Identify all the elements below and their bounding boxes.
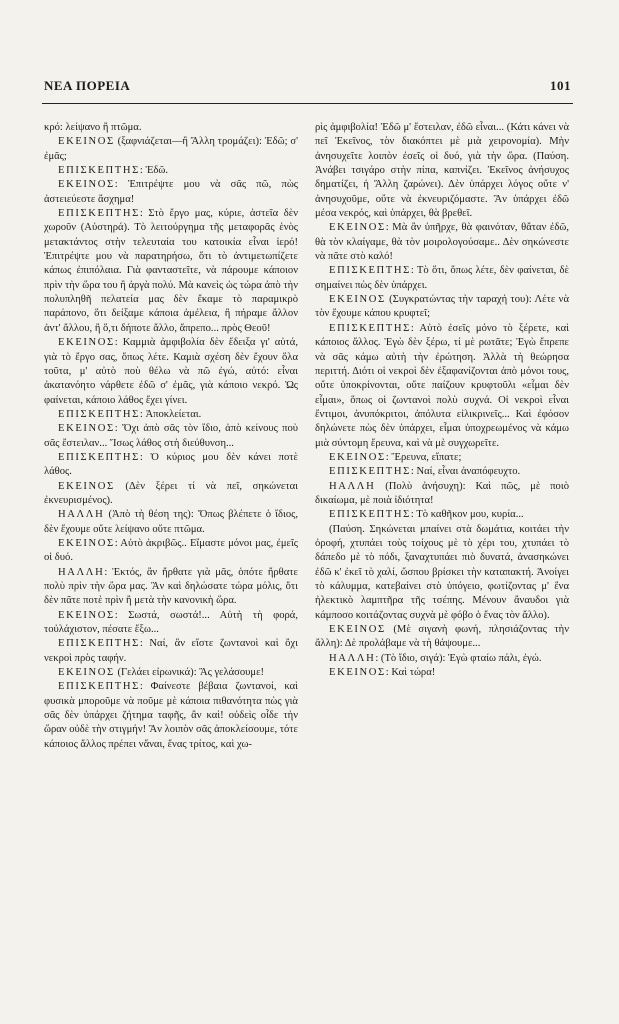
dialogue-text: (Γελάει εἰρωνικά): Ἂς γελάσουμε! (114, 667, 265, 679)
dialogue-paragraph (315, 652, 569, 666)
speaker-name: ΕΚΕΙΝΟΣ (58, 136, 115, 148)
speaker-name: ΕΚΕΙΝΟΣ (329, 624, 386, 636)
dialogue-paragraph (44, 178, 298, 207)
dialogue-paragraph (44, 408, 298, 422)
dialogue-paragraph (44, 609, 298, 638)
dialogue-text: (Δὲν ξέρει τί νὰ πεῖ, σηκώνεται ἐκνευρισμένος). (44, 480, 298, 506)
page-number: 101 (550, 78, 571, 93)
dialogue-paragraph (315, 121, 569, 221)
dialogue-paragraph (44, 566, 298, 609)
speaker-name: ΕΚΕΙΝΟΣ (329, 451, 386, 463)
dialogue-paragraph (315, 451, 569, 465)
dialogue-text: : Ναί, εἶναι ἀναπόφευχτο. (410, 466, 521, 478)
speaker-name: ΕΚΕΙΝΟΣ (58, 537, 115, 549)
speaker-name: ΕΚΕΙΝΟΣ (329, 294, 386, 306)
dialogue-text: : Αὐτὸ ἐσεῖς μόνο τὸ ξέρετε, καὶ κάποιος ἄλλος. Ἐγὼ δὲν ξέρω, τί μὲ ρωτᾶτε; Ἐγὼ ἔπρεπε νὰ σᾶς κάμω αὐτὴ τὴν ἐρώτηση. Ἀλλὰ τὴ θεώρησα περιττή. Διότι οἱ νεκροὶ δὲν ἐξαφανίζονται ἀπὸ μόνοι τους, οὔτε ὑποκρίνονται, οὔτε παίζουν κρυφτοῦλι «εἶμαι δὲν εἶμαι», ὅπως οἱ ζωντανοὶ πολὺ συχνά. Οἱ νεκροὶ εἶναι ἔντιμοι, ἀνυπόκριτοι, ἀπόλυτα εἰλικρινεῖς... Καὶ ἐφόσον δηλώνετε πὼς δὲν ὑπάρχει, εἶμαι ὑποχρεωμένος νὰ κάμω μιὰ σύντομη ἔρευνα, καὶ νὰ μὲ συγχωρεῖτε. (315, 322, 569, 449)
speaker-name: ΕΠΙΣΚΕΠΤΗΣ (58, 165, 140, 177)
dialogue-text: : Ἐδῶ. (139, 165, 169, 177)
dialogue-paragraph (315, 480, 569, 509)
dialogue-text: : Ναί, ἂν εἴστε ζωντανοὶ καὶ ὄχι νεκροὶ πρὸς ταφήν. (44, 638, 298, 664)
speaker-name: ΕΚΕΙΝΟΣ (58, 337, 115, 349)
left-column (44, 121, 298, 752)
speaker-name: ΗΑΛΛΗ (58, 566, 105, 578)
speaker-name: ΕΠΙΣΚΕΠΤΗΣ (58, 408, 140, 420)
page-header (44, 78, 571, 94)
dialogue-paragraph (44, 451, 298, 480)
dialogue-text: : Καμμιὰ ἀμφιβολία δὲν ἔδειξα γι' αὐτά, γιὰ τὸ ἔργο σας, ὅπως λέτε. Καμιὰ σχέση δὲν ἔχουν ὅλα τοῦτα, μ' αὐτὸ ποὺ θέλω νὰ πῶ ἐγώ, αὐτό: εἶναι ἀκατανόητο νάρθετε ἐδῶ σ' ἐμᾶς, γιὰ κάποιο νεκρό. Ὡς φαίνεται, κάποιο λάθος ἔχει γίνει. (44, 337, 298, 406)
dialogue-text: : Φαίνεστε βέβαια ζωντανοί, καὶ φυσικὰ μποροῦμε νὰ ποῦμε μὲ κάποια πιθανότητα πὼς γιὰ σᾶς δὲν ὑπάρχει ζήτημα ταφῆς, ἂν καὶ! οὐδεὶς οἶδε τὴν ὥραν οὐδὲ τὴν στιγμήν! Ἂν λοιπὸν σᾶς ἀποκλείσουμε, τότε κάποιος ἄλλος πρέπει νἄναι, ἕνας τρίτος, καὶ χω- (44, 681, 298, 750)
dialogue-text: ρὶς ἀμφιβολία! Ἐδῶ μ' ἔστειλαν, ἐδῶ εἶναι... (Κάτι κάνει νὰ πεῖ Ἐκεῖνος, τὸν διακόπτει μὲ μιὰ χειρονομία). Μὴν ἀνησυχεῖτε λοιπὸν ἐσεῖς οἱ δυό, γιὰ τὴν ὥρα. (Παύση. Ἀνάβει τσιγάρο στὴν πίπα, καπνίζει. Ἐκεῖνος ἀνήσυχος δηματίζει, ἡ Ἄλλη ζαρώνει). Δὲν ὑπάρχει λόγος οὔτε ν' ἀνησυχοῦμε, οὔτε νὰ ἐκνευριζόμαστε. Ἂν ὑπάρχει ἐδῶ μέσα νεκρός, καὶ ὑπάρχει, θὰ βρεθεῖ. (315, 122, 569, 220)
speaker-name: ΗΑΛΛΗ (329, 480, 376, 492)
dialogue-paragraph (44, 135, 298, 164)
speaker-name: ΗΑΛΛΗ (58, 509, 105, 521)
dialogue-paragraph (315, 666, 569, 680)
dialogue-text: : Στὸ ἔργο μας, κύριε, ἀστεῖα δὲν χωροῦν (Αὐστηρά). Τὸ λειτούργημα τῆς μεταφορᾶς ἑνὸς μετακτάντος στὴν τελευταία του κατοικία εἶναι ἱερό! Ἐπιτρέψτε μου νὰ παρατηρήσω, ὅτι τὸ ἀντιμετωπίζετε κάπως ἐπιπόλαια. Γιὰ φανταστεῖτε, νὰ πάρουμε κάποιον πρὶν τὴν ὥρα του ἢ ἀργὰ πολύ. Μὰ κανεὶς ὡς τώρα ἀπὸ τὴν πολυπληθῆ πελατεία μας δὲν ἔκαμε τὸ παραμικρὸ παράπονο, ὅτι δείξαμε κάποια ἀμέλεια, ἢ πήραμε ἄλλον ἀντ' ἄλλου, ἢ ὅ,τι δήποτε ἄλλο, ἄπρεπο... πρὸς Θεοῦ! (44, 208, 298, 334)
dialogue-paragraph (315, 322, 569, 451)
running-title: ΝΕΑ ΠΟΡΕΙΑ (44, 78, 131, 93)
speaker-name: ΕΠΙΣΚΕΠΤΗΣ (329, 509, 411, 521)
dialogue-text: : Τὸ καθῆκον μου, κυρία... (410, 509, 524, 521)
header-rule (42, 103, 573, 104)
speaker-name: ΕΚΕΙΝΟΣ (58, 179, 115, 191)
dialogue-text: : Ἐπιτρέψτε μου νὰ σᾶς πῶ, πὼς ἀστειεύεστε ἄσχημα! (44, 179, 298, 205)
dialogue-paragraph (315, 523, 569, 623)
dialogue-paragraph (44, 164, 298, 178)
speaker-name: ΕΠΙΣΚΕΠΤΗΣ (58, 681, 140, 693)
dialogue-text: (Συγκρατώντας τὴν ταραχή του): Λέτε νὰ τὸν ἔχουμε κάπου κρυφτεῖ; (315, 294, 569, 320)
dialogue-text: : Ἐκτός, ἂν ἤρθατε γιὰ μᾶς, ὁπότε ἤρθατε πολὺ πρὶν τὴν ὥρα μας. Ἂν καὶ δηλώσατε τώρα μόλις, ὅτι δὲν πᾶτε ποτὲ πρὶν ἢ μετὰ τὴν κανονικὴ ὥρα. (44, 566, 298, 607)
dialogue-text: : Ὄχι ἀπὸ σᾶς τὸν ἴδιο, ἀπὸ κείνους ποὺ σᾶς ἔστειλαν... Ἴσως λάθος στὴ διεύθυνση... (44, 423, 298, 449)
dialogue-paragraph (315, 293, 569, 322)
dialogue-text: (Πολὺ ἀνήσυχη): Καὶ πῶς, μὲ ποιὸ δικαίωμα, μὲ ποιὰ ἰδιότητα! (315, 480, 569, 506)
speaker-name: ΕΚΕΙΝΟΣ (329, 667, 386, 679)
dialogue-paragraph (44, 637, 298, 666)
dialogue-paragraph (315, 623, 569, 652)
speaker-name: ΕΚΕΙΝΟΣ (329, 222, 386, 234)
dialogue-text: : Μὰ ἂν ὑπῆρχε, θὰ φαινόταν, θἄταν ἐδῶ, θὰ τὸν κλαίγαμε, θὰ τὸν μοιρολογούσαμε.. Δὲν σηκώνεστε νὰ πᾶτε στὸ καλό! (315, 222, 569, 263)
speaker-name: ΗΑΛΛΗ (329, 652, 376, 664)
speaker-name: ΕΠΙΣΚΕΠΤΗΣ (329, 265, 411, 277)
dialogue-text: : Αὐτὸ ἀκριβῶς.. Εἴμαστε μόνοι μας, ἐμεῖς οἱ δυό. (44, 537, 298, 564)
dialogue-paragraph (44, 207, 298, 336)
speaker-name: ΕΚΕΙΝΟΣ (58, 423, 115, 435)
dialogue-paragraph (315, 264, 569, 293)
dialogue-paragraph (44, 537, 298, 566)
speaker-name: ΕΠΙΣΚΕΠΤΗΣ (329, 466, 411, 478)
dialogue-paragraph (44, 336, 298, 408)
dialogue-paragraph (44, 508, 298, 537)
speaker-name: ΕΠΙΣΚΕΠΤΗΣ (58, 208, 140, 220)
dialogue-paragraph (44, 422, 298, 451)
dialogue-paragraph (44, 666, 298, 680)
right-column (315, 121, 569, 680)
dialogue-text: (ξαφνιάζεται—ἢ Ἄλλη τρομάζει): Ἐδῶ; σ' ἐμᾶς; (44, 136, 298, 162)
dialogue-paragraph (315, 221, 569, 264)
dialogue-text: κρό: λείψανο ἢ πτῶμα. (44, 122, 142, 133)
dialogue-paragraph (44, 121, 298, 135)
speaker-name: ΕΚΕΙΝΟΣ (58, 667, 115, 679)
speaker-name: ΕΚΕΙΝΟΣ (58, 609, 115, 621)
speaker-name: ΕΠΙΣΚΕΠΤΗΣ (58, 638, 140, 650)
dialogue-text: : Καὶ τώρα! (385, 667, 436, 679)
dialogue-text: : Τὸ ὅτι, ὅπως λέτε, δὲν φαίνεται, δὲ σημαίνει πὼς δὲν ὑπάρχει. (315, 265, 569, 291)
dialogue-paragraph (315, 508, 569, 522)
dialogue-text: : (Τὸ ἴδιο, σιγά): Ἐγὼ φταίω πάλι, ἐγώ. (375, 652, 542, 664)
dialogue-text: (Παύση. Σηκώνεται μπαίνει στὰ δωμάτια, κοιτάει τὴν ὀροφή, χτυπάει τοὺς τοίχους μὲ τὸ χέρι του, χτυπάει τὸ δάπεδο μὲ τὸ πόδι, ξαναχτυπάει πιὸ δυνατά, ἀνασηκώνει ἐδῶ κ' ἐκεῖ τὸ χαλί, ὥσπου βρίσκει τὴν καταπακτή. Ἀνοίγει τὸ κάλυμμα, κατεβαίνει στὸ ὑπόγειο, φωτίζοντας μ' ἕνα ἠλεκτικὸ λαμπτῆρα τῆς τσέπης. Μένουν ἄναυδοι γιὰ κάμποσο κοιτάζοντας συχνὰ μὲ φόβο ὁ ἕνας τὸν ἄλλο). (315, 523, 569, 621)
dialogue-text: : Σωστά, σωστά!... Αὐτὴ τὴ φορά, τοὐλάχιστον, πέσατε ἔξω... (44, 609, 298, 636)
dialogue-text: : Ἔρευνα, εἴπατε; (385, 451, 462, 463)
dialogue-text: : Ὁ κύριος μου δὲν κάνει ποτὲ λάθος. (44, 451, 298, 478)
speaker-name: ΕΚΕΙΝΟΣ (58, 480, 115, 492)
dialogue-paragraph (44, 680, 298, 752)
dialogue-paragraph (315, 465, 569, 479)
speaker-name: ΕΠΙΣΚΕΠΤΗΣ (329, 322, 411, 334)
dialogue-paragraph (44, 480, 298, 509)
dialogue-text: (Ἀπὸ τὴ θέση της): Ὅπως βλέπετε ὁ ἴδιος, δὲν ἔχουμε οὔτε λείψανο οὔτε πτῶμα. (44, 509, 298, 535)
speaker-name: ΕΠΙΣΚΕΠΤΗΣ (58, 451, 140, 463)
dialogue-text: (Μὲ σιγανὴ φωνή, πλησιάζοντας τὴν ἄλλη): Δὲ προλάβαμε νὰ τὴ θάψουμε... (315, 624, 569, 650)
dialogue-text: : Ἀποκλείεται. (139, 408, 202, 420)
